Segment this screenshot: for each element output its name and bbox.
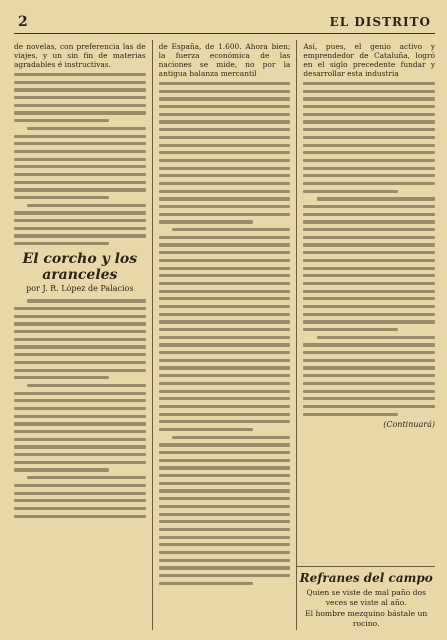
column-3 bbox=[296, 40, 435, 630]
saying-1: Quien se viste de mal paño dos veces se viste al año. bbox=[306, 588, 427, 607]
column-3-body-lines bbox=[303, 82, 435, 416]
column-2 bbox=[152, 40, 291, 630]
page-header bbox=[14, 14, 435, 34]
columns bbox=[14, 40, 435, 630]
column-3-lead-text: Así, pues, el genio activo y emprendedor de Cataluña, logró en el siglo precedente fundar y desarrollar esta industria bbox=[303, 42, 436, 78]
masthead: EL DISTRITO bbox=[329, 15, 431, 29]
sayings-box-title: Refranes del campo bbox=[299, 571, 433, 586]
column-2-body-lines bbox=[159, 82, 291, 585]
page-number: 2 bbox=[18, 14, 28, 30]
column-1-body-lines bbox=[14, 73, 146, 245]
column-2-lead-text: de España, de 1.600. Ahora bien; la fuerza económica de las naciones se mide, no por la antigua balanza mercantil bbox=[158, 42, 291, 78]
column-1-lead-text: de novelas, con preferencia las de viajes, y un sin fin de materias agradables é instructivas. bbox=[14, 42, 146, 69]
column-1 bbox=[14, 40, 146, 630]
section-title: El corcho y los aranceles bbox=[22, 251, 138, 284]
sayings-box bbox=[297, 566, 435, 630]
continued-note: (Continuará) bbox=[383, 419, 436, 429]
byline: por J. R. López de Palacios bbox=[26, 284, 134, 294]
saying-2: El hombre mezquino bástale un rocino. bbox=[305, 609, 428, 628]
column-1-section-lines bbox=[14, 299, 146, 517]
